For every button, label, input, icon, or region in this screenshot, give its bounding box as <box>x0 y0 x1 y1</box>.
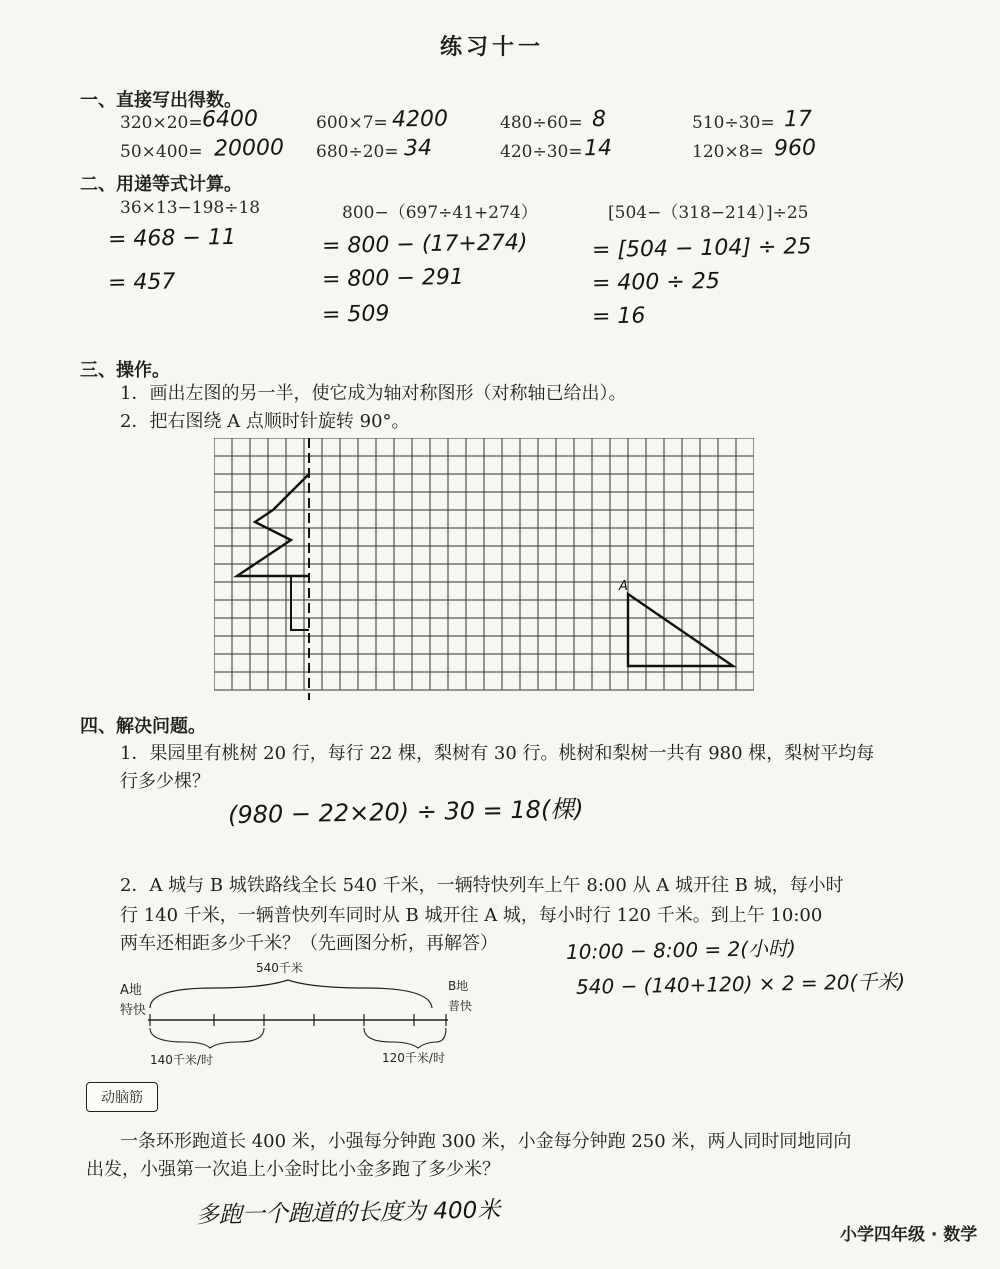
s4-q1-answer: (980 − 22×20) ÷ 30 = 18(棵) <box>227 794 584 830</box>
s2-step-3-2: = 400 ÷ 25 <box>591 268 721 297</box>
s1-expr-6: 680÷20= <box>316 142 399 162</box>
s2-step-3-1: = [504 − 104] ÷ 25 <box>591 234 812 263</box>
s4-q2-line-3: 两车还相距多少千米？（先画图分析，再解答） <box>120 933 498 954</box>
right-triangle-shape <box>628 594 733 666</box>
left-half-shape <box>237 474 309 576</box>
s1-expr-4: 510÷30= <box>692 113 775 133</box>
s1-answer-8: 960 <box>773 135 817 162</box>
s4-q2-work-1: 10:00 − 8:00 = 2(小时) <box>565 935 797 965</box>
footer-label: 小学四年级 · 数学 <box>840 1225 978 1245</box>
diagram-top-brace <box>150 980 432 1008</box>
s2-step-1-1: = 468 − 11 <box>107 224 237 253</box>
s1-answer-3: 8 <box>591 106 607 133</box>
diagram-regular-label: 普快 <box>448 999 473 1013</box>
s3-question-1: 1．画出左图的另一半，使它成为轴对称图形（对称轴已给出）。 <box>120 383 627 404</box>
page-title: 练习十一 <box>440 35 545 60</box>
distance-diagram <box>114 958 494 1068</box>
brain-line-1: 一条环形跑道长 400 米，小强每分钟跑 300 米，小金每分钟跑 250 米，两人同时同地同向 <box>120 1131 852 1152</box>
s1-answer-2: 4200 <box>391 106 449 133</box>
diagram-left-speed: 140千米/时 <box>150 1053 213 1067</box>
diagram-express-label: 特快 <box>120 1003 147 1018</box>
s1-answer-1: 6400 <box>201 106 259 133</box>
s1-answer-6: 34 <box>403 135 433 162</box>
s1-answer-7: 14 <box>583 135 613 162</box>
section-3-heading: 三、操作。 <box>80 360 170 381</box>
s2-step-2-3: = 509 <box>321 301 390 328</box>
s1-expr-5: 50×400= <box>120 142 203 162</box>
s1-answer-4: 17 <box>783 106 813 133</box>
section-2-heading: 二、用递等式计算。 <box>80 174 242 195</box>
s2-step-3-3: = 16 <box>591 303 646 330</box>
grid-lines <box>214 438 754 690</box>
brain-line-2: 出发，小强第一次追上小金时比小金多跑了多少米？ <box>86 1159 500 1180</box>
s1-expr-2: 600×7= <box>316 113 388 133</box>
s2-expr-3: [504−（318−214）]÷25 <box>608 203 809 223</box>
s2-step-1-2: = 457 <box>107 269 176 296</box>
s1-answer-5: 20000 <box>213 135 285 162</box>
s2-step-2-1: = 800 − (17+274) <box>321 230 528 259</box>
section-4-heading: 四、解决问题。 <box>80 716 206 737</box>
s2-step-2-2: = 800 − 291 <box>321 264 465 293</box>
s1-expr-3: 480÷60= <box>500 113 583 133</box>
diagram-left-brace <box>150 1028 264 1048</box>
s4-q2-work-2: 540 − (140+120) × 2 = 20(千米) <box>575 969 906 999</box>
s3-question-2: 2．把右图绕 A 点顺时针旋转 90°。 <box>120 411 410 432</box>
s1-expr-8: 120×8= <box>692 142 764 162</box>
brain-answer: 多跑一个跑道的长度为 400米 <box>195 1197 501 1229</box>
s1-expr-1: 320×20= <box>120 113 203 133</box>
diagram-a-label: A地 <box>120 983 142 998</box>
grid-figure <box>214 438 754 700</box>
diagram-b-label: B地 <box>448 979 469 993</box>
s4-q1-line-2: 行多少棵？ <box>120 771 210 792</box>
s1-expr-7: 420÷30= <box>500 142 583 162</box>
s4-q2-line-2: 行 140 千米，一辆普快列车同时从 B 城开往 A 城，每小时行 120 千米。到上午 10:00 <box>120 905 823 926</box>
brain-teaser-label: 动脑筋 <box>86 1082 158 1112</box>
s2-expr-2: 800−（697÷41+274） <box>342 203 538 223</box>
s2-expr-1: 36×13−198÷18 <box>120 198 261 218</box>
section-1-heading: 一、直接写出得数。 <box>80 90 242 111</box>
point-a-label: A <box>619 579 628 594</box>
left-lower-stub <box>291 576 309 630</box>
diagram-right-speed: 120千米/时 <box>382 1051 445 1065</box>
diagram-total-label: 540千米 <box>256 961 303 975</box>
s4-q1-line-1: 1．果园里有桃树 20 行，每行 22 棵，梨树有 30 行。桃树和梨树一共有 980 棵，梨树平均每 <box>120 743 875 764</box>
diagram-right-brace <box>364 1028 446 1048</box>
s4-q2-line-1: 2．A 城与 B 城铁路线全长 540 千米，一辆特快列车上午 8:00 从 A 城开往 B 城，每小时 <box>120 875 844 896</box>
